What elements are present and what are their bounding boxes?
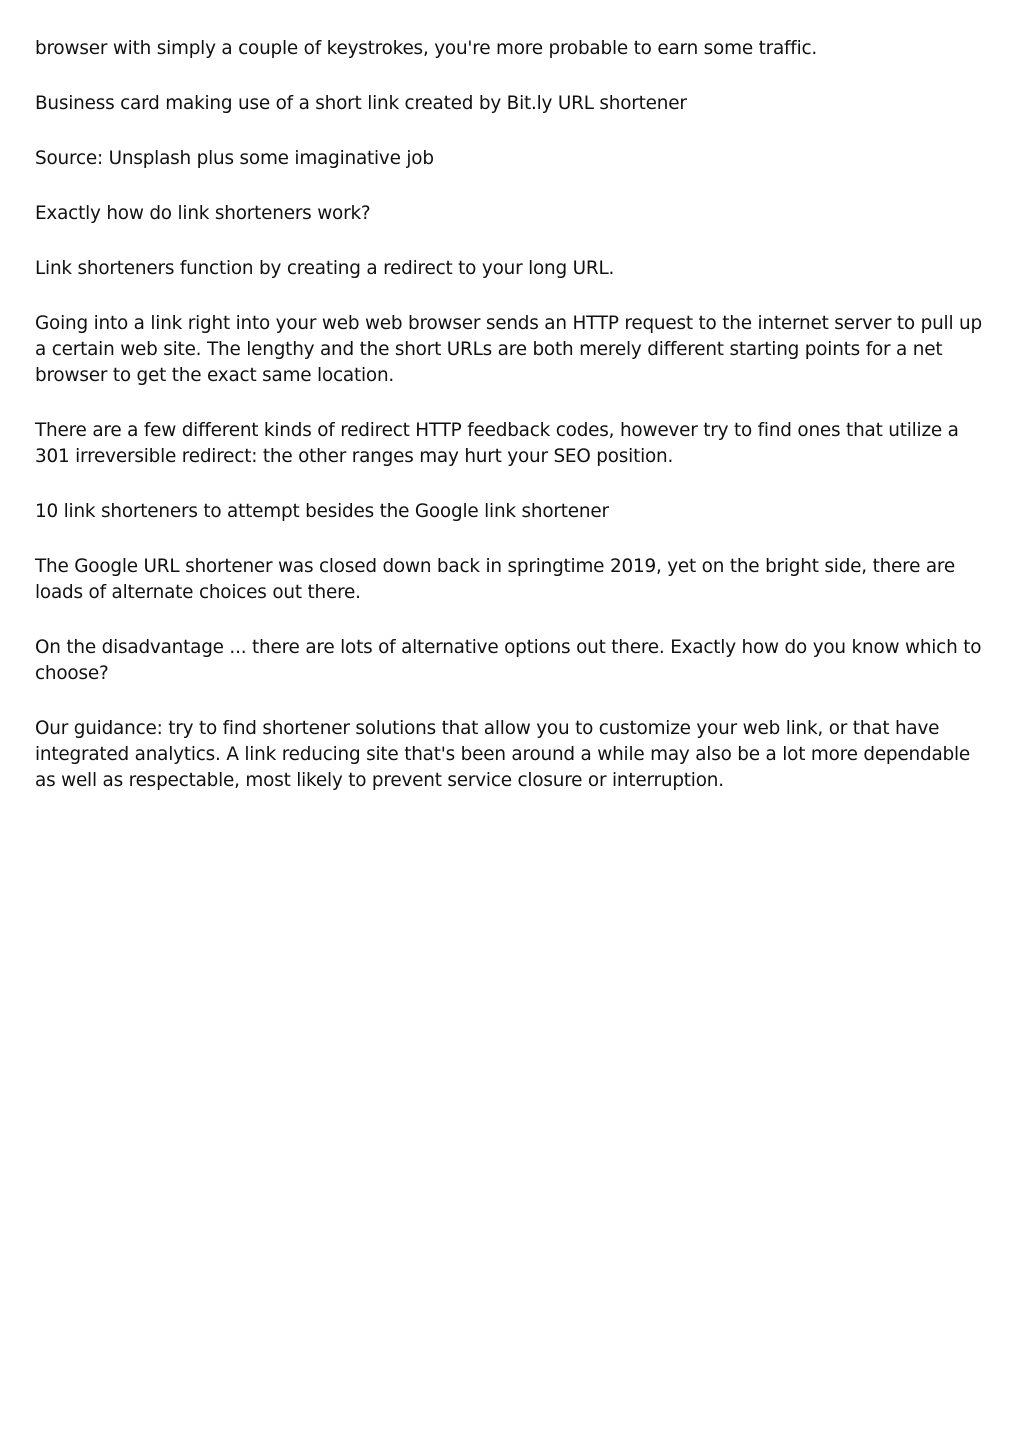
paragraph-redirect-codes: There are a few different kinds of redirect HTTP feedback codes, however try to find ones that utilize a 301 irreversible redirect: the other ranges may hurt your SEO position. bbox=[35, 420, 959, 467]
paragraph-guidance: Our guidance: try to find shortener solutions that allow you to customize your web link, or that have integrated analytics. A link reducing site that's been around a while may also be a lot more dependable as well as respectable, most likely to prevent service closure or interruption. bbox=[35, 718, 971, 791]
paragraph-redirect-explanation: Link shorteners function by creating a redirect to your long URL. bbox=[35, 258, 615, 279]
paragraph-http-request: Going into a link right into your web web browser sends an HTTP request to the internet server to pull up a certain web site. The lengthy and the short URLs are both merely different starting points for a net browser to get the exact same location. bbox=[35, 313, 982, 386]
paragraph-intro-continuation: browser with simply a couple of keystrokes, you're more probable to earn some traffic. bbox=[35, 38, 818, 59]
paragraph-disadvantage: On the disadvantage ... there are lots of alternative options out there. Exactly how do you know which to choose? bbox=[35, 637, 982, 684]
document-page bbox=[35, 36, 995, 823]
paragraph-heading-ten-shorteners: 10 link shorteners to attempt besides the Google link shortener bbox=[35, 501, 609, 522]
paragraph-image-caption: Business card making use of a short link created by Bit.ly URL shortener bbox=[35, 93, 687, 114]
paragraph-image-source: Source: Unsplash plus some imaginative job bbox=[35, 148, 434, 169]
paragraph-google-shutdown: The Google URL shortener was closed down back in springtime 2019, yet on the bright side, there are loads of alternate choices out there. bbox=[35, 556, 956, 603]
paragraph-heading-how-they-work: Exactly how do link shorteners work? bbox=[35, 203, 371, 224]
